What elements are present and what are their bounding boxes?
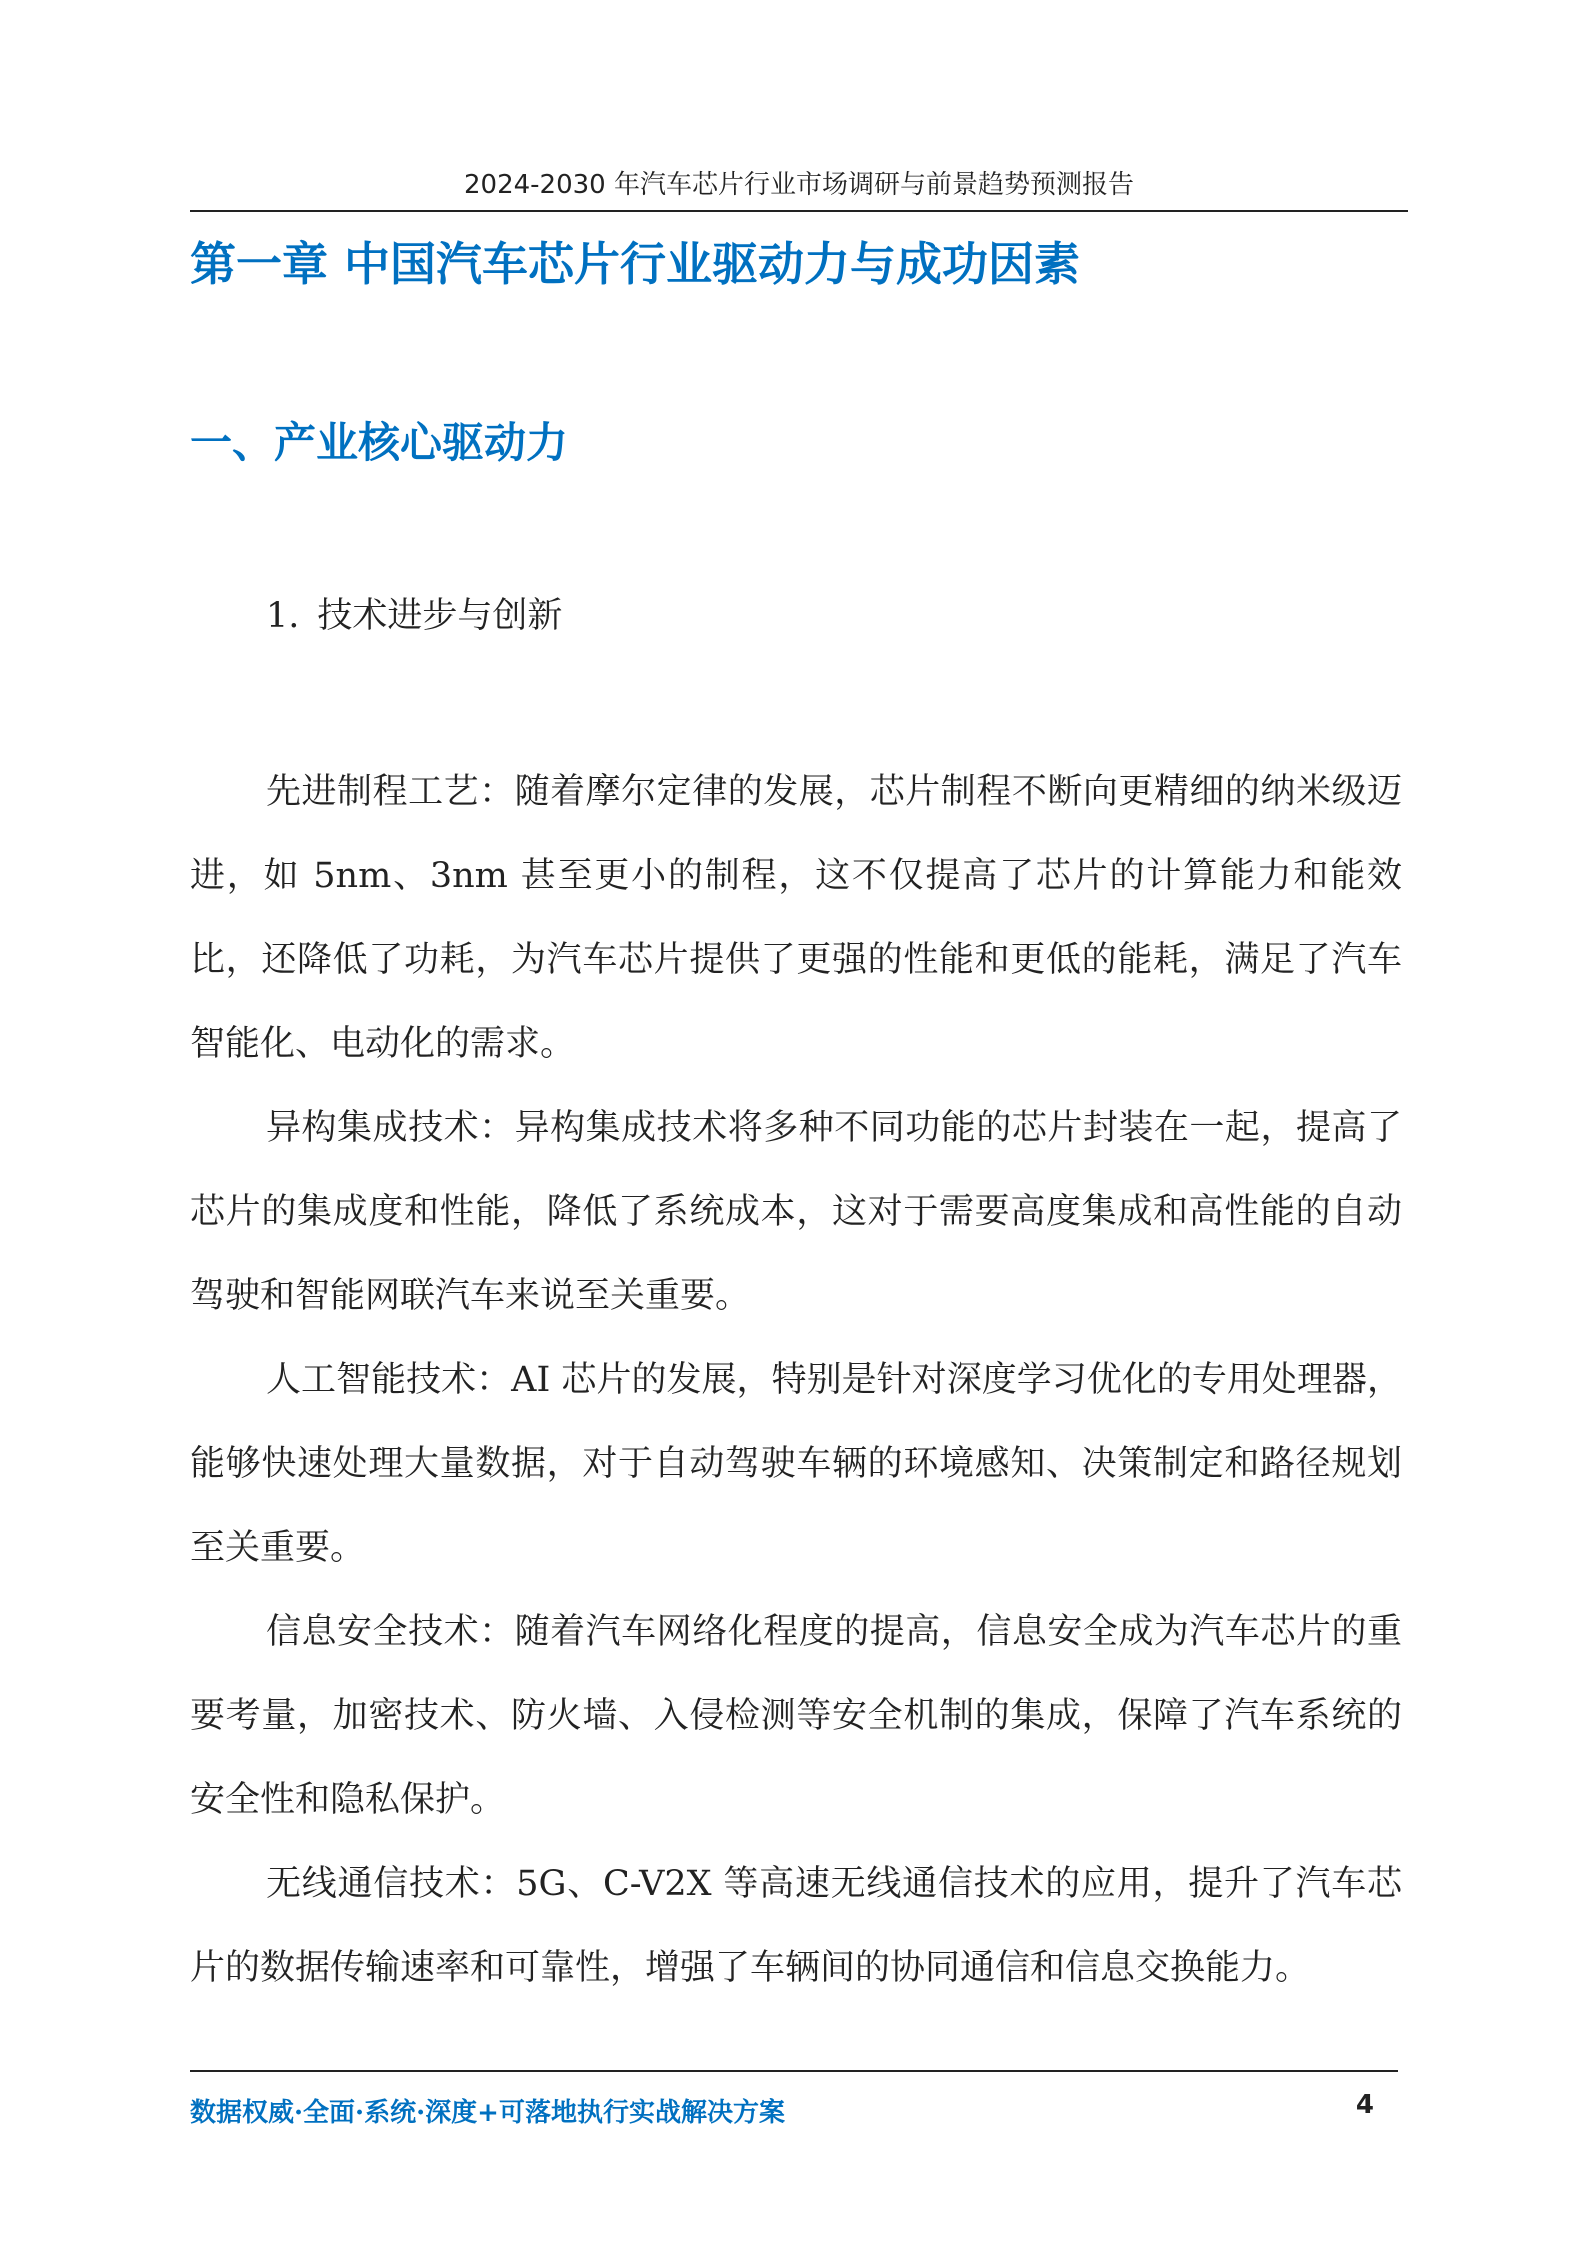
paragraph-heterogeneous-integration: 异构集成技术：异构集成技术将多种不同功能的芯片封装在一起，提高了芯片的集成度和性能，降低了系统成本，这对于需要高度集成和高性能的自动驾驶和智能网联汽车来说至关重要。 xyxy=(190,1108,1402,1316)
footer-divider xyxy=(190,2070,1398,2072)
page-number: 4 xyxy=(1355,2090,1374,2120)
subsection-number: 1. xyxy=(266,596,300,636)
body-text xyxy=(190,750,1402,2010)
subsection-title: 技术进步与创新 xyxy=(317,596,563,636)
paragraph-advanced-process: 先进制程工艺：随着摩尔定律的发展，芯片制程不断向更精细的纳米级迈进，如 5nm、3nm 甚至更小的制程，这不仅提高了芯片的计算能力和能效比，还降低了功耗，为汽车芯片提供了更强的性能和更低的能耗，满足了汽车智能化、电动化的需求。 xyxy=(190,772,1402,1064)
paragraph-security-technology: 信息安全技术：随着汽车网络化程度的提高，信息安全成为汽车芯片的重要考量，加密技术、防火墙、入侵检测等安全机制的集成，保障了汽车系统的安全性和隐私保护。 xyxy=(190,1612,1402,1820)
section-title: 一、产业核心驱动力 xyxy=(190,418,569,467)
chapter-title: 第一章 中国汽车芯片行业驱动力与成功因素 xyxy=(190,237,1081,291)
paragraph-ai-technology: 人工智能技术：AI 芯片的发展，特别是针对深度学习优化的专用处理器，能够快速处理大量数据，对于自动驾驶车辆的环境感知、决策制定和路径规划至关重要。 xyxy=(190,1360,1402,1568)
report-title: 2024-2030 年汽车芯片行业市场调研与前景趋势预测报告 xyxy=(464,170,1134,200)
footer-slogan: 数据权威·全面·系统·深度+可落地执行实战解决方案 xyxy=(190,2098,785,2128)
page-header xyxy=(190,162,1408,212)
paragraph-wireless-communication: 无线通信技术：5G、C-V2X 等高速无线通信技术的应用，提升了汽车芯片的数据传输速率和可靠性，增强了车辆间的协同通信和信息交换能力。 xyxy=(190,1864,1402,1988)
subsection-heading xyxy=(266,588,562,638)
